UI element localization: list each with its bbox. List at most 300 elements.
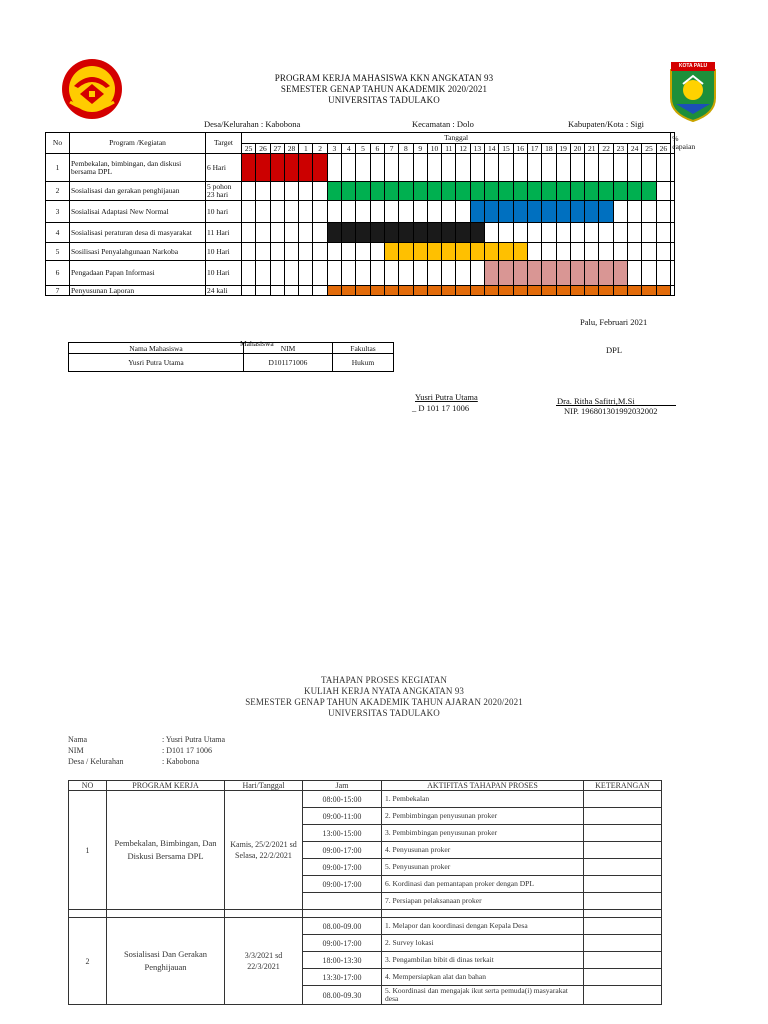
schedule-cell <box>656 243 671 261</box>
schedule-cell <box>513 223 527 243</box>
day-label: 7 <box>384 144 398 154</box>
schedule-cell <box>656 182 671 201</box>
schedule-cell <box>327 243 341 261</box>
schedule-cell <box>356 154 370 182</box>
table-header-row <box>69 343 394 354</box>
day-label: 12 <box>456 144 470 154</box>
process-no: 1 <box>69 791 107 910</box>
university-emblem-icon <box>60 58 124 120</box>
schedule-bar-cell <box>513 201 527 223</box>
schedule-bar-cell <box>299 154 313 182</box>
schedule-cell <box>299 201 313 223</box>
schedule-bar-cell <box>270 154 284 182</box>
schedule-cell <box>313 182 327 201</box>
schedule-bar-cell <box>342 182 356 201</box>
schedule-cell <box>356 201 370 223</box>
process-activity: 7. Persiapan pelaksanaan proker <box>382 893 584 910</box>
schedule-bar-cell <box>513 243 527 261</box>
header-nim: NIM <box>244 343 333 354</box>
schedule-bar-cell <box>642 286 656 296</box>
schedule-cell <box>499 223 513 243</box>
row-program: Penyusunan Laporan <box>70 286 206 296</box>
process-jam: 08:00-15:00 <box>303 791 382 808</box>
header-line-2: SEMESTER GENAP TAHUN AKADEMIK 2020/2021 <box>280 84 488 94</box>
process-activity: 1. Melapor dan koordinasi dengan Kepala Desa <box>382 918 584 935</box>
identity-row <box>68 756 225 767</box>
day-label: 23 <box>613 144 627 154</box>
process-keterangan <box>584 808 662 825</box>
schedule-cell <box>270 243 284 261</box>
schedule-bar-cell <box>384 286 398 296</box>
schedule-cell <box>556 243 570 261</box>
process-keterangan <box>584 859 662 876</box>
schedule-bar-cell <box>384 243 398 261</box>
process-header-line-4: UNIVERSITAS TADULAKO <box>328 708 440 718</box>
schedule-cell <box>384 261 398 286</box>
process-activity: 4. Penyusunan proker <box>382 842 584 859</box>
schedule-cell <box>628 154 642 182</box>
process-jam: 18:00-13:30 <box>303 952 382 969</box>
schedule-cell <box>299 243 313 261</box>
process-header-cell: AKTIFITAS TAHAPAN PROSES <box>382 781 584 791</box>
schedule-cell <box>427 201 441 223</box>
schedule-bar-cell <box>427 182 441 201</box>
schedule-bar-cell <box>256 154 270 182</box>
schedule-cell <box>442 261 456 286</box>
schedule-bar-cell <box>470 201 484 223</box>
gantt-row <box>46 261 675 286</box>
schedule-bar-cell <box>542 286 556 296</box>
schedule-cell <box>442 154 456 182</box>
gantt-row <box>46 243 675 261</box>
process-jam: 09:00-17:00 <box>303 876 382 893</box>
schedule-bar-cell <box>485 286 499 296</box>
signature-dpl-name: Dra. Ritha Safitri,M.Si <box>557 396 635 406</box>
student-name: Yusri Putra Utama <box>69 354 244 372</box>
schedule-cell <box>313 223 327 243</box>
schedule-cell <box>284 182 298 201</box>
schedule-bar-cell <box>442 286 456 296</box>
schedule-cell <box>570 243 584 261</box>
schedule-cell <box>470 154 484 182</box>
gantt-row <box>46 201 675 223</box>
schedule-cell <box>585 243 599 261</box>
row-capaian <box>671 243 675 261</box>
schedule-cell <box>342 243 356 261</box>
row-capaian <box>671 154 675 182</box>
schedule-bar-cell <box>442 243 456 261</box>
schedule-bar-cell <box>427 223 441 243</box>
schedule-bar-cell <box>556 286 570 296</box>
day-label: 19 <box>556 144 570 154</box>
schedule-bar-cell <box>585 286 599 296</box>
schedule-cell <box>399 201 413 223</box>
schedule-cell <box>256 201 270 223</box>
process-keterangan <box>584 876 662 893</box>
process-header-row <box>69 781 662 791</box>
schedule-bar-cell <box>284 154 298 182</box>
schedule-bar-cell <box>470 243 484 261</box>
schedule-bar-cell <box>356 223 370 243</box>
location-desa: Desa/Kelurahan : Kabobona <box>204 119 301 129</box>
process-header-cell: Hari/Tanggal <box>225 781 303 791</box>
row-target: 5 pohon 23 hari <box>206 182 242 201</box>
row-capaian <box>671 182 675 201</box>
schedule-bar-cell <box>542 182 556 201</box>
schedule-cell <box>628 201 642 223</box>
day-label: 21 <box>585 144 599 154</box>
schedule-cell <box>327 261 341 286</box>
spacer-cell <box>69 910 107 918</box>
schedule-bar-cell <box>342 223 356 243</box>
process-jam: 09:00-17:00 <box>303 859 382 876</box>
schedule-cell <box>270 286 284 296</box>
schedule-cell <box>270 182 284 201</box>
gantt-row <box>46 286 675 296</box>
schedule-cell <box>299 286 313 296</box>
schedule-cell <box>327 201 341 223</box>
schedule-cell <box>413 201 427 223</box>
gantt-table <box>45 132 696 296</box>
schedule-bar-cell <box>527 201 541 223</box>
day-label: 10 <box>427 144 441 154</box>
process-keterangan <box>584 969 662 986</box>
schedule-cell <box>399 261 413 286</box>
signature-student-nim: _ D 101 17 1006 <box>412 403 470 413</box>
process-header-cell: NO <box>69 781 107 791</box>
schedule-cell <box>413 154 427 182</box>
schedule-bar-cell <box>242 154 256 182</box>
schedule-bar-cell <box>599 201 613 223</box>
schedule-cell <box>570 223 584 243</box>
schedule-bar-cell <box>485 261 499 286</box>
schedule-cell <box>456 201 470 223</box>
day-label: 6 <box>370 144 384 154</box>
process-jam: 09:00-17:00 <box>303 842 382 859</box>
schedule-bar-cell <box>542 201 556 223</box>
process-keterangan <box>584 935 662 952</box>
gantt-row <box>46 223 675 243</box>
schedule-cell <box>442 201 456 223</box>
process-program: Sosialisasi Dan Gerakan Penghijauan <box>107 918 225 1005</box>
day-label: 26 <box>656 144 671 154</box>
schedule-bar-cell <box>442 223 456 243</box>
schedule-bar-cell <box>370 286 384 296</box>
row-capaian <box>671 201 675 223</box>
row-target: 10 Hari <box>206 261 242 286</box>
row-program: Sosialisasi dan gerakan penghijauan <box>70 182 206 201</box>
day-label: 25 <box>242 144 256 154</box>
schedule-cell <box>427 154 441 182</box>
process-jam: 09:00-11:00 <box>303 808 382 825</box>
schedule-bar-cell <box>499 261 513 286</box>
schedule-bar-cell <box>313 154 327 182</box>
schedule-bar-cell <box>499 243 513 261</box>
schedule-cell <box>427 261 441 286</box>
schedule-bar-cell <box>585 201 599 223</box>
day-label: 1 <box>299 144 313 154</box>
schedule-bar-cell <box>456 182 470 201</box>
process-keterangan <box>584 918 662 935</box>
schedule-bar-cell <box>628 286 642 296</box>
schedule-cell <box>613 201 627 223</box>
schedule-bar-cell <box>542 261 556 286</box>
process-jam <box>303 893 382 910</box>
schedule-cell <box>542 154 556 182</box>
process-header <box>170 675 598 719</box>
schedule-cell <box>327 154 341 182</box>
process-header-line-3: SEMESTER GENAP TAHUN AKADEMIK TAHUN AJARAN 2020/2021 <box>245 697 523 707</box>
schedule-bar-cell <box>427 243 441 261</box>
schedule-cell <box>570 154 584 182</box>
schedule-cell <box>242 243 256 261</box>
schedule-cell <box>599 154 613 182</box>
spacer-cell <box>584 910 662 918</box>
gantt-header-row <box>46 133 675 144</box>
schedule-cell <box>242 182 256 201</box>
process-activity: 3. Pengambilan bibit di dinas terkait <box>382 952 584 969</box>
schedule-cell <box>284 261 298 286</box>
schedule-cell <box>613 223 627 243</box>
identity-label: NIM <box>68 746 84 755</box>
schedule-bar-cell <box>327 182 341 201</box>
schedule-cell <box>242 286 256 296</box>
identity-row <box>68 745 225 756</box>
day-label: 26 <box>256 144 270 154</box>
process-header-line-1: TAHAPAN PROSES KEGIATAN <box>320 675 448 685</box>
identity-label: Desa / Kelurahan <box>68 757 124 766</box>
schedule-bar-cell <box>413 286 427 296</box>
schedule-cell <box>456 154 470 182</box>
schedule-cell <box>242 201 256 223</box>
date-line: Palu, Februari 2021 <box>580 317 648 327</box>
schedule-bar-cell <box>570 182 584 201</box>
identity-value: : D101 17 1006 <box>162 746 212 755</box>
schedule-cell <box>470 261 484 286</box>
schedule-bar-cell <box>470 223 484 243</box>
schedule-bar-cell <box>456 243 470 261</box>
group-spacer <box>69 910 662 918</box>
row-no: 7 <box>46 286 70 296</box>
day-label: 8 <box>399 144 413 154</box>
schedule-bar-cell <box>399 182 413 201</box>
schedule-cell <box>656 223 671 243</box>
process-no: 2 <box>69 918 107 1005</box>
schedule-cell <box>656 201 671 223</box>
process-header-cell: KETERANGAN <box>584 781 662 791</box>
schedule-cell <box>485 223 499 243</box>
schedule-cell <box>642 154 656 182</box>
schedule-cell <box>499 154 513 182</box>
schedule-cell <box>585 223 599 243</box>
document-header <box>200 73 568 106</box>
schedule-cell <box>242 223 256 243</box>
schedule-cell <box>342 261 356 286</box>
schedule-cell <box>513 154 527 182</box>
schedule-bar-cell <box>442 182 456 201</box>
schedule-bar-cell <box>499 201 513 223</box>
schedule-bar-cell <box>527 286 541 296</box>
schedule-bar-cell <box>485 182 499 201</box>
header-fakultas: Fakultas <box>333 343 394 354</box>
row-target: 10 hari <box>206 201 242 223</box>
schedule-cell <box>599 243 613 261</box>
process-activity: 3. Pembimbingan penyusunan proker <box>382 825 584 842</box>
row-capaian <box>671 261 675 286</box>
schedule-bar-cell <box>456 286 470 296</box>
schedule-cell <box>256 286 270 296</box>
schedule-bar-cell <box>356 182 370 201</box>
header-line-1: PROGRAM KERJA MAHASISWA KKN ANGKATAN 93 <box>274 73 494 83</box>
schedule-bar-cell <box>585 261 599 286</box>
location-kecamatan: Kecamatan : Dolo <box>412 119 474 129</box>
process-jam: 13:00-15:00 <box>303 825 382 842</box>
day-label: 5 <box>356 144 370 154</box>
schedule-bar-cell <box>370 223 384 243</box>
header-target: Target <box>206 133 242 154</box>
schedule-cell <box>642 243 656 261</box>
schedule-cell <box>642 201 656 223</box>
schedule-cell <box>384 201 398 223</box>
process-keterangan <box>584 791 662 808</box>
day-label: 24 <box>628 144 642 154</box>
schedule-cell <box>642 223 656 243</box>
process-date: Kamis, 25/2/2021 sd Selasa, 22/2/2021 <box>225 791 303 910</box>
schedule-bar-cell <box>556 201 570 223</box>
day-label: 3 <box>327 144 341 154</box>
schedule-cell <box>270 261 284 286</box>
process-header-line-2: KULIAH KERJA NYATA ANGKATAN 93 <box>303 686 465 696</box>
dpl-label: DPL <box>606 345 623 355</box>
schedule-cell <box>542 243 556 261</box>
schedule-cell <box>356 243 370 261</box>
schedule-bar-cell <box>413 223 427 243</box>
schedule-cell <box>628 243 642 261</box>
schedule-bar-cell <box>527 182 541 201</box>
schedule-bar-cell <box>370 182 384 201</box>
day-label: 4 <box>342 144 356 154</box>
day-label: 14 <box>485 144 499 154</box>
header-no: No <box>46 133 70 154</box>
row-target: 10 Hari <box>206 243 242 261</box>
day-label: 13 <box>470 144 484 154</box>
table-row <box>69 918 662 935</box>
row-program: Sosialisasi peraturan desa di masyarakat <box>70 223 206 243</box>
row-no: 4 <box>46 223 70 243</box>
process-header-cell: PROGRAM KERJA <box>107 781 225 791</box>
schedule-bar-cell <box>485 201 499 223</box>
schedule-cell <box>356 261 370 286</box>
spacer-cell <box>303 910 382 918</box>
schedule-bar-cell <box>413 182 427 201</box>
schedule-cell <box>384 154 398 182</box>
mahasiswa-overlap-label: Mahasiswa <box>240 339 274 348</box>
identity-block <box>68 734 225 767</box>
schedule-cell <box>270 201 284 223</box>
schedule-bar-cell <box>413 243 427 261</box>
schedule-cell <box>256 243 270 261</box>
schedule-cell <box>628 261 642 286</box>
process-keterangan <box>584 986 662 1005</box>
gantt-row <box>46 182 675 201</box>
schedule-bar-cell <box>513 286 527 296</box>
schedule-bar-cell <box>499 182 513 201</box>
schedule-cell <box>370 154 384 182</box>
process-activity: 2. Survey lokasi <box>382 935 584 952</box>
schedule-bar-cell <box>527 261 541 286</box>
schedule-cell <box>299 182 313 201</box>
row-program: Sosilisasi Penyalahgunaan Narkoba <box>70 243 206 261</box>
gantt-row <box>46 154 675 182</box>
mahasiswa-table <box>68 342 394 372</box>
schedule-bar-cell <box>613 182 627 201</box>
process-jam: 09:00-17:00 <box>303 935 382 952</box>
schedule-bar-cell <box>485 243 499 261</box>
schedule-cell <box>527 154 541 182</box>
schedule-cell <box>485 154 499 182</box>
schedule-bar-cell <box>642 182 656 201</box>
student-nim: D101171006 <box>244 354 333 372</box>
row-no: 5 <box>46 243 70 261</box>
schedule-cell <box>585 154 599 182</box>
row-no: 3 <box>46 201 70 223</box>
process-table <box>68 780 662 1005</box>
schedule-cell <box>299 223 313 243</box>
spacer-cell <box>225 910 303 918</box>
schedule-bar-cell <box>556 182 570 201</box>
process-keterangan <box>584 842 662 859</box>
schedule-cell <box>284 286 298 296</box>
schedule-bar-cell <box>342 286 356 296</box>
signature-student-name: Yusri Putra Utama <box>415 392 478 402</box>
row-program: Pengadaan Papan Informasi <box>70 261 206 286</box>
identity-label: Nama <box>68 735 88 744</box>
schedule-cell <box>370 201 384 223</box>
process-activity: 4. Mempersiapkan alat dan bahan <box>382 969 584 986</box>
process-keterangan <box>584 825 662 842</box>
schedule-cell <box>642 261 656 286</box>
process-activity: 5. Koordinasi dan mengajak ikut serta pemuda(i) masyarakat desa <box>382 986 584 1005</box>
spacer-cell <box>382 910 584 918</box>
row-program: Sosialisai Adaptasi New Normal <box>70 201 206 223</box>
process-jam: 08.00-09.00 <box>303 918 382 935</box>
signature-dpl-nip: NIP. 196801301992032002 <box>564 406 658 416</box>
header-program: Program /Kegiatan <box>70 133 206 154</box>
schedule-bar-cell <box>456 223 470 243</box>
schedule-cell <box>284 243 298 261</box>
table-row <box>69 354 394 372</box>
schedule-bar-cell <box>613 286 627 296</box>
header-line-3: UNIVERSITAS TADULAKO <box>328 95 440 105</box>
schedule-cell <box>299 261 313 286</box>
schedule-bar-cell <box>399 223 413 243</box>
schedule-cell <box>284 223 298 243</box>
table-row <box>69 791 662 808</box>
process-activity: 6. Kordinasi dan pemantapan proker dengan DPL <box>382 876 584 893</box>
day-label: 25 <box>642 144 656 154</box>
schedule-cell <box>456 261 470 286</box>
schedule-cell <box>656 261 671 286</box>
day-label: 27 <box>270 144 284 154</box>
schedule-bar-cell <box>628 182 642 201</box>
header-nama: Nama Mahasiswa <box>69 343 244 354</box>
schedule-bar-cell <box>356 286 370 296</box>
day-label: 22 <box>599 144 613 154</box>
process-jam: 08.00-09.30 <box>303 986 382 1005</box>
schedule-bar-cell <box>599 261 613 286</box>
schedule-cell <box>628 223 642 243</box>
process-activity: 5. Penyusunan proker <box>382 859 584 876</box>
